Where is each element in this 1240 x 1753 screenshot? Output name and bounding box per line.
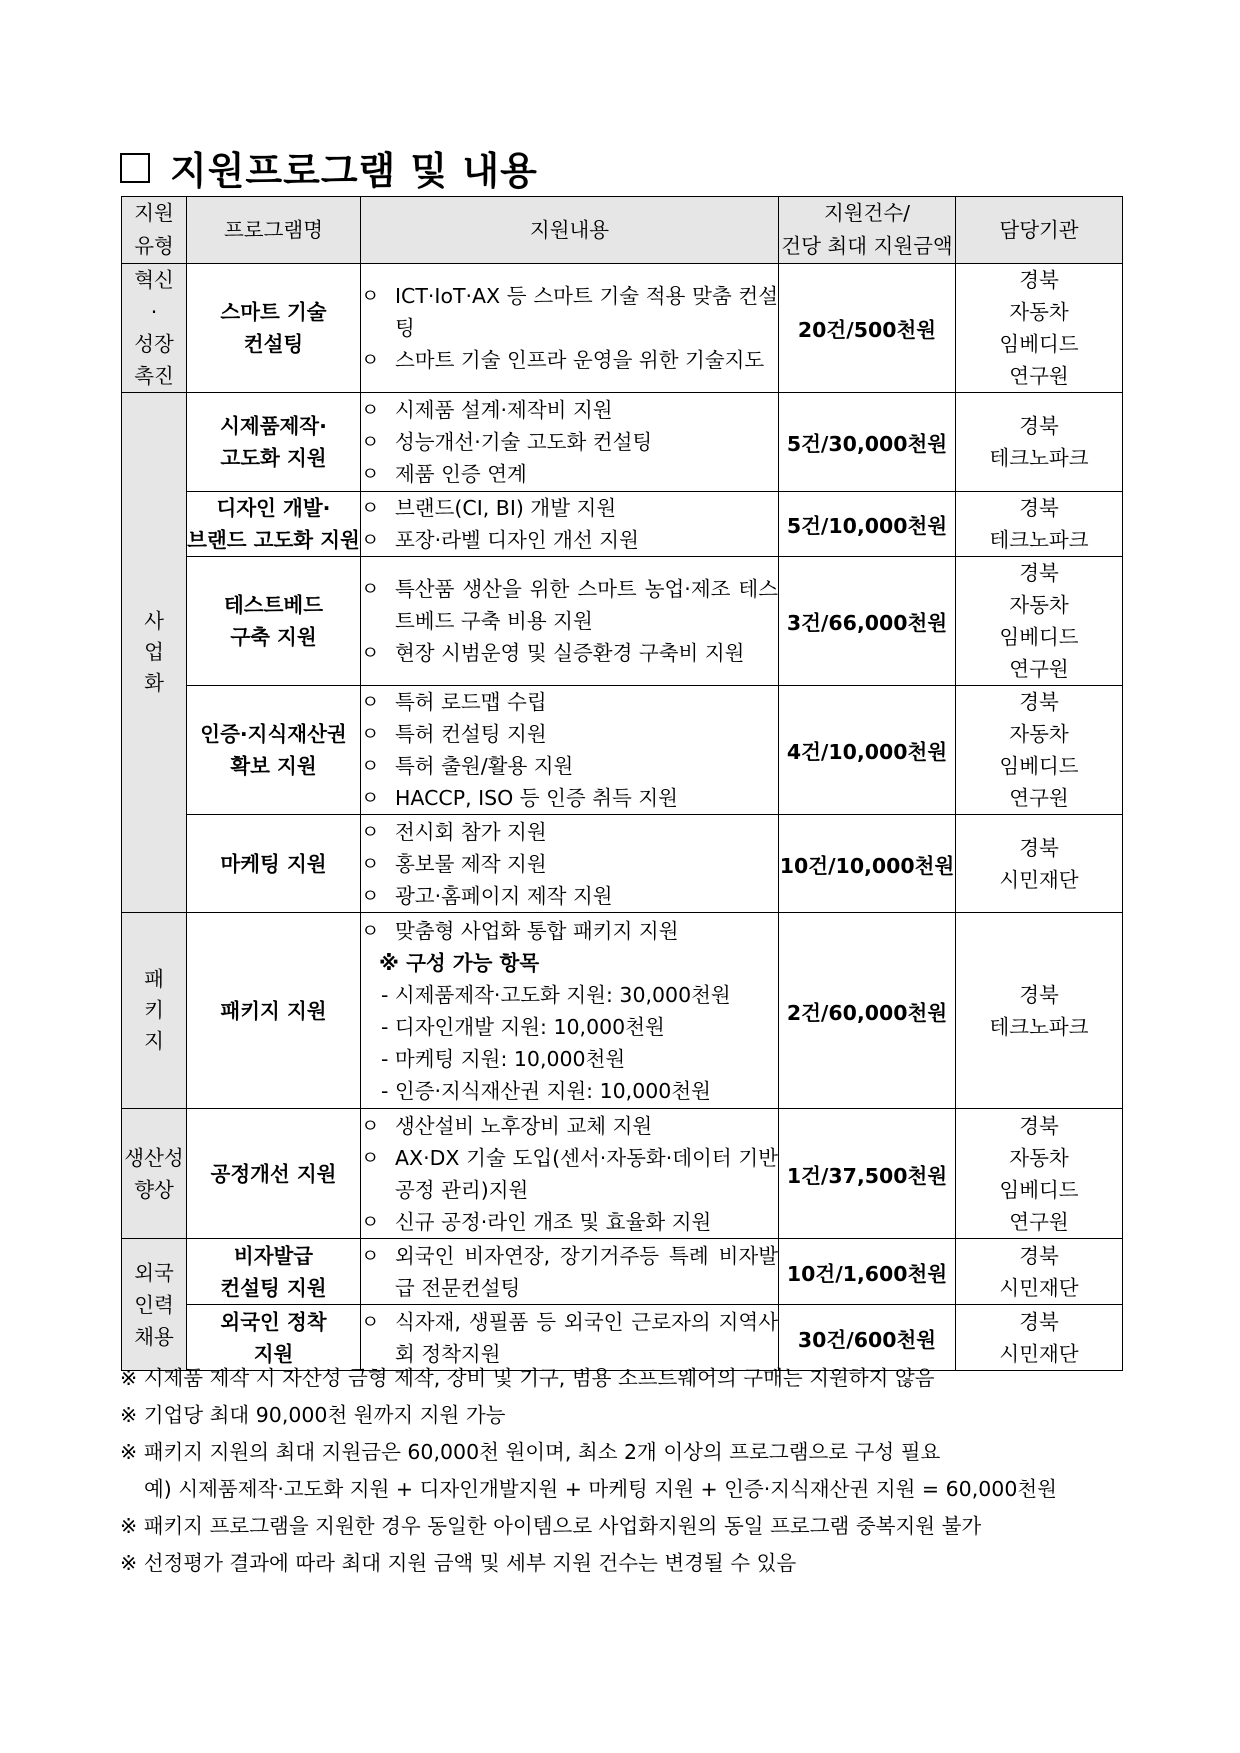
- package-subitem: - 시제품제작·고도화 지원: 30,000천원: [381, 982, 731, 1007]
- bullet-icon: ㅇ: [361, 399, 380, 421]
- program-name: 패키지 지원: [187, 913, 361, 1109]
- list-item: ㅇ 식자재, 생필품 등 외국인 근로자의 지역사회 정착지원: [361, 1306, 778, 1370]
- program-agency: 경북 시민재단: [956, 1305, 1123, 1371]
- table-row: [122, 1109, 1123, 1239]
- program-agency: 경북 테크노파크: [956, 913, 1123, 1109]
- bullet-icon: ㅇ: [361, 431, 380, 453]
- header-name: 프로그램명: [187, 197, 361, 264]
- program-content: [361, 815, 779, 913]
- header-type: 지원 유형: [122, 197, 187, 264]
- bullet-icon: ㅇ: [361, 1244, 380, 1267]
- list-item: ㅇ 시제품 설계·제작비 지원: [361, 394, 778, 426]
- program-content: [361, 913, 779, 1109]
- package-subitem: - 인증·지식재산권 지원: 10,000천원: [381, 1078, 711, 1103]
- program-content: [361, 686, 779, 815]
- bullet-icon: ㅇ: [361, 691, 380, 713]
- bullet-icon: ㅇ: [361, 497, 380, 519]
- program-content: [361, 492, 779, 557]
- program-name: 스마트 기술 컨설팅: [187, 264, 361, 393]
- table-header-row: [122, 197, 1123, 264]
- program-content: [361, 264, 779, 393]
- program-amount: 5건/30,000천원: [779, 393, 956, 492]
- program-amount: 4건/10,000천원: [779, 686, 956, 815]
- program-content: [361, 393, 779, 492]
- package-subitem: - 마케팅 지원: 10,000천원: [381, 1046, 626, 1071]
- bullet-icon: ㅇ: [361, 529, 380, 551]
- program-agency: 경북 시민재단: [956, 1239, 1123, 1305]
- list-item: ㅇ 스마트 기술 인프라 운영을 위한 기술지도: [361, 344, 778, 376]
- program-amount: 10건/1,600천원: [779, 1239, 956, 1305]
- package-subitem: - 디자인개발 지원: 10,000천원: [381, 1014, 665, 1039]
- list-item: ㅇ 생산설비 노후장비 교체 지원: [361, 1110, 778, 1142]
- program-content: [361, 1109, 779, 1239]
- bullet-icon: ㅇ: [361, 642, 380, 664]
- table-row: [122, 557, 1123, 686]
- program-amount: 3건/66,000천원: [779, 557, 956, 686]
- program-agency: 경북 테크노파크: [956, 492, 1123, 557]
- header-amount: 지원건수/ 건당 최대 지원금액: [779, 197, 956, 264]
- list-item: ㅇ 특허 출원/활용 지원: [361, 750, 778, 782]
- list-item: ㅇ 브랜드(CI, BI) 개발 지원: [361, 492, 778, 524]
- bullet-icon: ㅇ: [361, 787, 380, 809]
- table-row: [122, 393, 1123, 492]
- bullet-icon: ㅇ: [361, 349, 380, 371]
- program-name: 비자발급 컨설팅 지원: [187, 1239, 361, 1305]
- program-agency: 경북 테크노파크: [956, 393, 1123, 492]
- program-amount: 30건/600천원: [779, 1305, 956, 1371]
- bullet-icon: ㅇ: [361, 852, 380, 875]
- list-item: ㅇ ICT·IoT·AX 등 스마트 기술 적용 맞춤 컨설팅: [361, 280, 778, 344]
- program-name: 마케팅 지원: [187, 815, 361, 913]
- page-title: [120, 140, 538, 195]
- program-content: [361, 1239, 779, 1305]
- notes: [120, 1360, 1130, 1582]
- header-agency: 담당기관: [956, 197, 1123, 264]
- list-item: ㅇ 현장 시범운영 및 실증환경 구축비 지원: [361, 637, 778, 669]
- list-item: ㅇ 제품 인증 연계: [361, 458, 778, 490]
- note-example: 예) 시제품제작·고도화 지원 + 디자인개발지원 + 마케팅 지원 + 인증·지식재산권 지원 = 60,000천원: [144, 1477, 1057, 1501]
- program-amount: 20건/500천원: [779, 264, 956, 393]
- type-cell-innovation: 혁신 · 성장 촉진: [122, 264, 187, 393]
- program-amount: 5건/10,000천원: [779, 492, 956, 557]
- type-cell-package: 패 키 지: [122, 913, 187, 1109]
- program-name: 공정개선 지원: [187, 1109, 361, 1239]
- note-item: ※ 기업당 최대 90,000천 원까지 지원 가능: [120, 1403, 506, 1427]
- bullet-icon: ㅇ: [361, 1210, 380, 1233]
- program-amount: 10건/10,000천원: [779, 815, 956, 913]
- type-cell-commercial: 사 업 화: [122, 393, 187, 913]
- list-item: ㅇ 포장·라벨 디자인 개선 지원: [361, 524, 778, 556]
- program-name: 테스트베드 구축 지원: [187, 557, 361, 686]
- package-note: ※ 구성 가능 항목: [379, 950, 540, 975]
- bullet-icon: ㅇ: [361, 463, 380, 485]
- list-item: ㅇ 맞춤형 사업화 통합 패키지 지원: [361, 915, 778, 947]
- program-content: [361, 557, 779, 686]
- bullet-icon: ㅇ: [361, 1146, 380, 1169]
- program-agency: 경북 시민재단: [956, 815, 1123, 913]
- type-cell-foreign: 외국 인력 채용: [122, 1239, 187, 1371]
- program-table: [121, 196, 1123, 1371]
- bullet-icon: ㅇ: [361, 1114, 380, 1137]
- note-item: ※ 선정평가 결과에 따라 최대 지원 금액 및 세부 지원 건수는 변경될 수 있음: [120, 1551, 797, 1575]
- bullet-icon: ㅇ: [361, 755, 380, 777]
- list-item: ㅇ 특허 로드맵 수립: [361, 686, 778, 718]
- bullet-icon: ㅇ: [361, 285, 380, 307]
- program-agency: 경북 자동차 임베디드 연구원: [956, 264, 1123, 393]
- page-title-text: 지원프로그램 및 내용: [170, 149, 538, 193]
- table-row: [122, 913, 1123, 1109]
- note-item: ※ 시제품 제작 시 자산성 금형 제작, 장비 및 기구, 범용 소프트웨어의 구매는 지원하지 않음: [120, 1366, 935, 1390]
- program-name: 외국인 정착 지원: [187, 1305, 361, 1371]
- list-item: ㅇ HACCP, ISO 등 인증 취득 지원: [361, 782, 778, 814]
- list-item: ㅇ 성능개선·기술 고도화 컨설팅: [361, 426, 778, 458]
- type-cell-productivity: 생산성 향상: [122, 1109, 187, 1239]
- program-amount: 1건/37,500천원: [779, 1109, 956, 1239]
- list-item: ㅇ 특산품 생산을 위한 스마트 농업·제조 테스트베드 구축 비용 지원: [361, 573, 778, 637]
- table-row: [122, 1239, 1123, 1305]
- program-name: 인증·지식재산권 확보 지원: [187, 686, 361, 815]
- bullet-icon: ㅇ: [361, 820, 380, 843]
- header-content: 지원내용: [361, 197, 779, 264]
- program-name: 시제품제작· 고도화 지원: [187, 393, 361, 492]
- list-item: ㅇ 전시회 참가 지원: [361, 816, 778, 848]
- list-item: ㅇ AX·DX 기술 도입(센서·자동화·데이터 기반 공정 관리)지원: [361, 1142, 778, 1206]
- program-agency: 경북 자동차 임베디드 연구원: [956, 557, 1123, 686]
- list-item: ㅇ 홍보물 제작 지원: [361, 848, 778, 880]
- bullet-icon: ㅇ: [361, 884, 380, 907]
- table-row: [122, 492, 1123, 557]
- list-item: ㅇ 특허 컨설팅 지원: [361, 718, 778, 750]
- checkbox-square-icon: [120, 153, 150, 183]
- table-row: [122, 815, 1123, 913]
- bullet-icon: ㅇ: [361, 1310, 380, 1333]
- table-row: [122, 264, 1123, 393]
- note-item: ※ 패키지 지원의 최대 지원금은 60,000천 원이며, 최소 2개 이상의 프로그램으로 구성 필요: [120, 1440, 941, 1464]
- table-row: [122, 686, 1123, 815]
- bullet-icon: ㅇ: [361, 578, 380, 600]
- note-item: ※ 패키지 프로그램을 지원한 경우 동일한 아이템으로 사업화지원의 동일 프로그램 중복지원 불가: [120, 1514, 982, 1538]
- program-name: 디자인 개발· 브랜드 고도화 지원: [187, 492, 361, 557]
- program-agency: 경북 자동차 임베디드 연구원: [956, 686, 1123, 815]
- program-amount: 2건/60,000천원: [779, 913, 956, 1109]
- list-item: ㅇ 신규 공정·라인 개조 및 효율화 지원: [361, 1206, 778, 1238]
- bullet-icon: ㅇ: [361, 919, 380, 942]
- list-item: ㅇ 광고·홈페이지 제작 지원: [361, 880, 778, 912]
- list-item: ㅇ 외국인 비자연장, 장기거주등 특례 비자발급 전문컨설팅: [361, 1240, 778, 1304]
- bullet-icon: ㅇ: [361, 723, 380, 745]
- program-agency: 경북 자동차 임베디드 연구원: [956, 1109, 1123, 1239]
